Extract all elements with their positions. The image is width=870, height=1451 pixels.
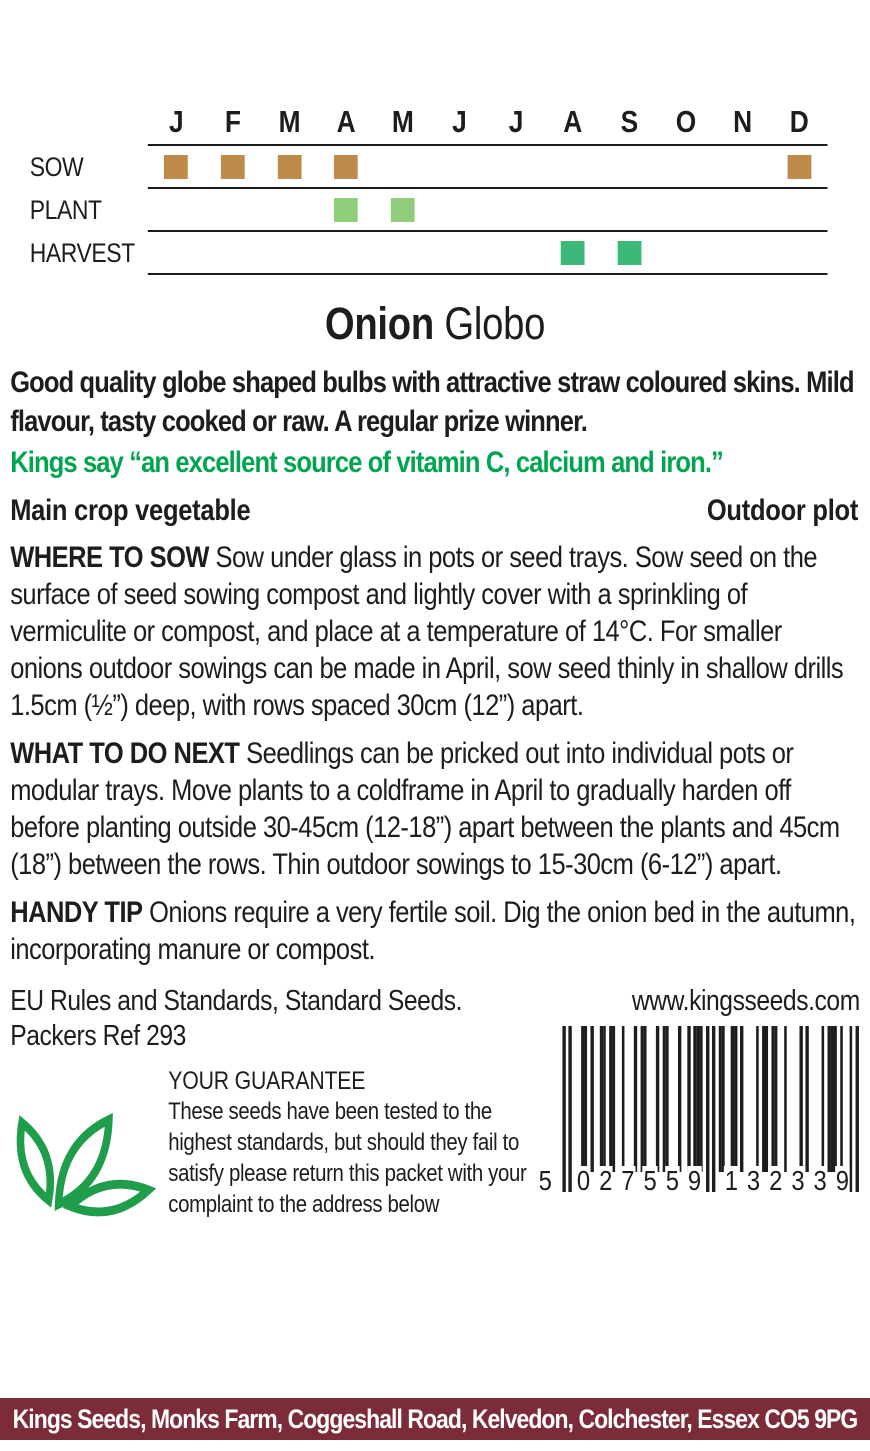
barcode-digit: 5: [665, 1164, 679, 1196]
sow-month-marker: [278, 155, 302, 179]
bottom-left-column: [10, 984, 537, 1222]
guarantee-heading: YOUR GUARANTEE: [168, 1066, 366, 1095]
calendar-cell: [204, 189, 261, 230]
calendar-row-sow: [148, 146, 828, 189]
month-label: N: [733, 104, 752, 139]
guarantee-body: These seeds have been tested to the highest standards, but should they fail to satisfy please return this packet with your complaint to the address below: [168, 1097, 527, 1218]
sow-month-marker: [787, 155, 811, 179]
packers-ref-text: Packers Ref 293: [10, 1019, 186, 1052]
calendar-cell: [374, 232, 431, 273]
barcode-digit: 3: [746, 1164, 760, 1196]
harvest-month-marker: [617, 241, 641, 265]
month-label: J: [452, 104, 467, 139]
leaf-left: [11, 1117, 59, 1205]
section-heading: WHERE TO SOW: [10, 540, 209, 574]
sow-month-marker: [164, 155, 188, 179]
guarantee-text-column: [168, 1066, 537, 1222]
calendar-cell: [204, 232, 261, 273]
calendar-cell: [714, 146, 771, 187]
calendar-cell: [488, 232, 545, 273]
address-text: Kings Seeds, Monks Farm, Coggeshall Road, Kelvedon, Colchester, Essex CO5 9PG: [12, 1403, 858, 1434]
barcode-digit: 9: [835, 1164, 849, 1196]
page-title: [0, 299, 870, 349]
calendar-cell: [658, 189, 715, 230]
crop-type-label: Main crop vegetable: [10, 493, 251, 527]
calendar-cell: [601, 232, 658, 273]
barcode-digit: 3: [791, 1164, 805, 1196]
section-body: Seedlings can be pricked out into individual pots or modular trays. Move plants to a coldframe in April to gradually harden off before planting outside 30-45cm (12-18”) apart between the plants and 45cm (18”) between the rows. Thin outdoor sowings to 15-30cm (6-12”) apart.: [10, 736, 840, 881]
calendar-cell: [431, 189, 488, 230]
calendar-cell: [431, 232, 488, 273]
plant-month-marker: [334, 198, 358, 222]
sow-month-marker: [334, 155, 358, 179]
calendar-cell: [148, 146, 205, 187]
calendar-cell: [544, 189, 601, 230]
barcode-digit: 9: [687, 1164, 701, 1196]
variety-name: Onion: [324, 298, 434, 349]
guarantee-block: [10, 1066, 537, 1222]
plot-type-label: Outdoor plot: [706, 493, 859, 527]
calendar-cell: [771, 232, 828, 273]
sowing-calendar: [0, 102, 828, 275]
calendar-cell: [488, 146, 545, 187]
calendar-cell: [714, 189, 771, 230]
harvest-month-marker: [561, 241, 585, 265]
eu-rules-text: EU Rules and Standards, Standard Seeds.: [10, 984, 463, 1017]
calendar-cell: [544, 232, 601, 273]
variety-cultivar: Globo: [444, 298, 546, 349]
barcode-digits-left: [576, 1166, 702, 1196]
calendar-cell: [261, 146, 318, 187]
barcode-digit-first: 5: [538, 1164, 552, 1196]
month-label: M: [391, 104, 414, 139]
bottom-right-column: [538, 984, 860, 1222]
calendar-corner: [0, 102, 148, 146]
barcode-digit: 0: [576, 1164, 590, 1196]
barcode-digit: 1: [724, 1164, 738, 1196]
section-handy-tip: [10, 894, 860, 968]
calendar-cell: [601, 146, 658, 187]
calendar-cell: [261, 232, 318, 273]
month-label: A: [563, 104, 583, 139]
calendar-row-harvest: [148, 232, 828, 275]
kings-leaf-logo-icon: [10, 1094, 156, 1222]
calendar-cell: [771, 146, 828, 187]
barcode-digit: 5: [643, 1164, 657, 1196]
section-heading: HANDY TIP: [10, 895, 143, 929]
bottom-region: [10, 984, 860, 1222]
seed-packet-back: [0, 102, 870, 1451]
month-label: A: [336, 104, 356, 139]
barcode-digit: 3: [813, 1164, 827, 1196]
sow-month-marker: [221, 155, 245, 179]
month-label: M: [278, 104, 301, 139]
calendar-cell: [204, 146, 261, 187]
calendar-cell: [601, 189, 658, 230]
crop-plot-row: [10, 494, 858, 528]
section-where-to-sow: [10, 539, 860, 724]
section-body: Sow under glass in pots or seed trays. Sow seed on the surface of seed sowing compost and lightly cover with a sprinkling of vermiculite or compost, and place at a temperature of 14°C. For smaller onions outdoor sowings can be made in April, sow seed thinly in shallow drills 1.5cm (½”) deep, with rows spaced 30cm (12”) apart.: [10, 540, 844, 722]
calendar-cell: [431, 146, 488, 187]
kings-say-quote: Kings say “an excellent source of vitamin C, calcium and iron.”: [10, 445, 723, 479]
barcode-digit: 2: [599, 1164, 613, 1196]
calendar-cell: [318, 232, 375, 273]
barcode-digit: 2: [769, 1164, 783, 1196]
address-bar: [0, 1398, 870, 1440]
calendar-cell: [318, 146, 375, 187]
calendar-row-label-plant: PLANT: [29, 195, 102, 225]
calendar-cell: [148, 189, 205, 230]
calendar-cell: [148, 232, 205, 273]
calendar-cell: [261, 189, 318, 230]
calendar-row-label-sow: SOW: [29, 152, 84, 182]
calendar-cell: [658, 146, 715, 187]
ean13-barcode: [538, 1026, 859, 1198]
month-label: J: [168, 104, 184, 139]
calendar-cell: [488, 189, 545, 230]
section-what-to-do-next: [10, 735, 860, 883]
calendar-row-label-harvest: HARVEST: [29, 238, 135, 268]
month-label: O: [675, 104, 697, 139]
calendar-cell: [544, 146, 601, 187]
section-body: Onions require a very fertile soil. Dig the onion bed in the autumn, incorporating manure or compost.: [10, 895, 856, 966]
calendar-cell: [374, 189, 431, 230]
month-label: D: [789, 104, 809, 139]
calendar-row-plant: [148, 189, 828, 232]
calendar-cell: [374, 146, 431, 187]
calendar-cell: [771, 189, 828, 230]
barcode-digits-right: [724, 1166, 850, 1196]
plant-month-marker: [391, 198, 415, 222]
calendar-cell: [318, 189, 375, 230]
website-url: www.kingsseeds.com: [631, 984, 860, 1017]
calendar-months: [148, 102, 828, 146]
month-label: F: [224, 104, 241, 139]
calendar-cell: [714, 232, 771, 273]
section-heading: WHAT TO DO NEXT: [10, 736, 240, 770]
description-text: Good quality globe shaped bulbs with attractive straw coloured skins. Mild flavour, tasty cooked or raw. A regular prize winner.: [10, 365, 854, 438]
month-label: J: [508, 104, 524, 139]
barcode-digit: 7: [621, 1164, 635, 1196]
month-label: S: [620, 104, 638, 139]
calendar-cell: [658, 232, 715, 273]
barcode-bar: [856, 1026, 859, 1192]
